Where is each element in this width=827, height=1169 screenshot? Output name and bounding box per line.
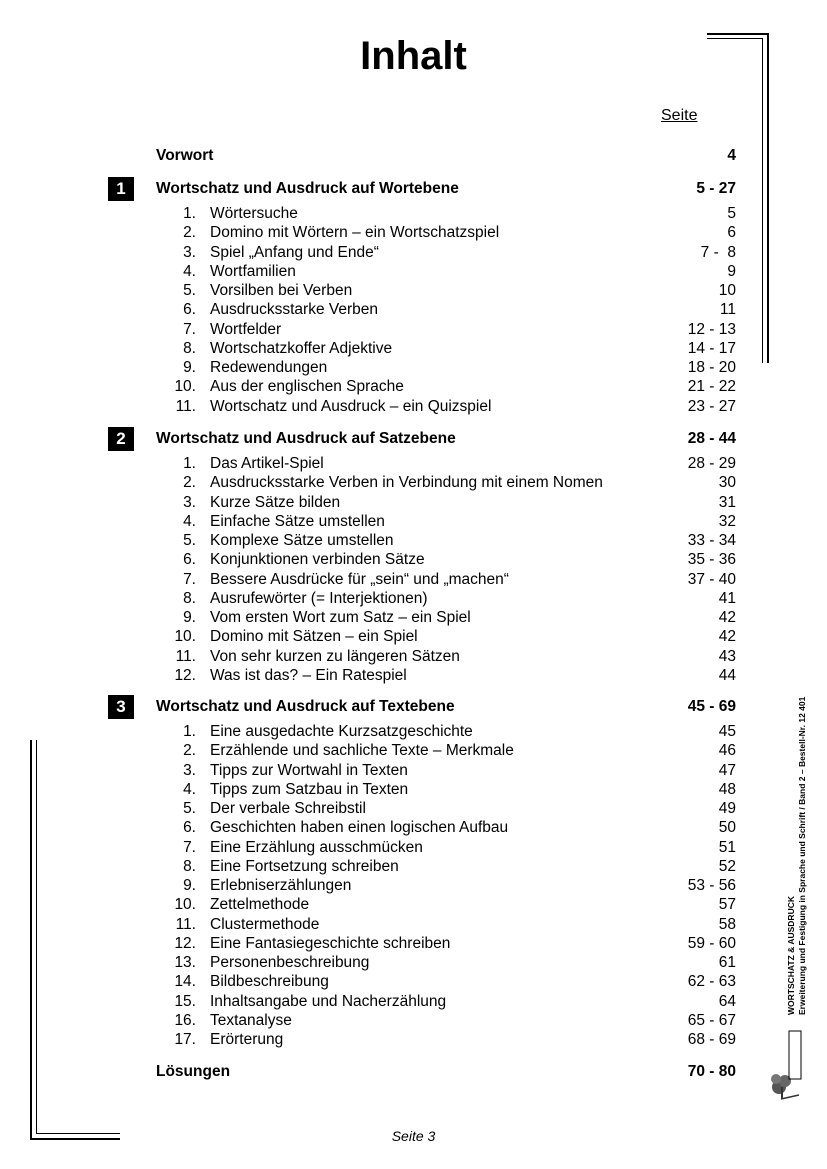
item-pages: 53 - 56	[687, 877, 736, 894]
item-pages: 65 - 67	[687, 1012, 736, 1029]
item-number: 10.	[174, 628, 196, 645]
item-pages: 50	[718, 819, 736, 836]
item-title: Inhaltsangabe und Nacherzählung	[210, 993, 447, 1010]
toc-entry	[0, 1030, 827, 1050]
item-pages: 49	[718, 800, 736, 817]
item-title: Der verbale Schreibstil	[210, 800, 366, 817]
item-number: 6.	[183, 551, 196, 568]
toc-entry	[0, 608, 827, 628]
toc-entry	[0, 339, 827, 359]
item-number: 9.	[183, 877, 196, 894]
item-title: Eine Erzählung ausschmücken	[210, 839, 423, 856]
item-number: 1.	[183, 205, 196, 222]
item-pages: 37 - 40	[687, 571, 736, 588]
item-title: Was ist das? – Ein Ratespiel	[210, 667, 407, 684]
item-number: 1.	[183, 723, 196, 740]
toc-entry	[0, 358, 827, 378]
item-number: 15.	[174, 993, 196, 1010]
item-title: Tipps zur Wortwahl in Texten	[210, 762, 408, 779]
item-number: 5.	[183, 800, 196, 817]
toc-entry	[0, 1011, 827, 1031]
page-title: Inhalt	[360, 34, 467, 78]
item-title: Komplexe Sätze umstellen	[210, 532, 394, 549]
item-number: 13.	[174, 954, 196, 971]
toc-entry	[0, 895, 827, 915]
item-pages: 45	[718, 723, 736, 740]
item-pages: 30	[718, 474, 736, 491]
toc-entry	[0, 857, 827, 877]
toc-entry-vorwort	[0, 146, 827, 166]
item-number: 12.	[174, 935, 196, 952]
item-number: 7.	[183, 571, 196, 588]
item-number: 9.	[183, 359, 196, 376]
page-footer: Seite 3	[391, 1128, 436, 1144]
side-series-subtitle: Erweiterung und Festigung in Sprache und Schrift / Band 2 – Bestell-Nr. 12 401	[797, 696, 807, 1015]
item-number: 5.	[183, 532, 196, 549]
item-pages: 47	[718, 762, 736, 779]
item-number: 11.	[175, 648, 196, 665]
item-number: 7.	[183, 321, 196, 338]
toc-entry	[0, 320, 827, 340]
item-pages: 58	[718, 916, 736, 933]
item-number: 3.	[183, 494, 196, 511]
item-number: 4.	[183, 263, 196, 280]
toc-entry	[0, 953, 827, 973]
chapter-number-badge: 2	[108, 427, 134, 451]
item-title: Erörterung	[210, 1031, 284, 1048]
item-pages: 7 - 8	[700, 244, 736, 261]
toc-entry	[0, 262, 827, 282]
item-pages: 62 - 63	[687, 973, 736, 990]
toc-entry	[0, 627, 827, 647]
item-title: Domino mit Sätzen – ein Spiel	[210, 628, 418, 645]
item-number: 2.	[183, 742, 196, 759]
toc-entry	[0, 223, 827, 243]
item-pages: 28 - 44	[687, 430, 736, 447]
item-pages: 35 - 36	[687, 551, 736, 568]
toc-entry	[0, 992, 827, 1012]
item-pages: 51	[718, 839, 736, 856]
toc-entry	[0, 780, 827, 800]
toc-entry	[0, 300, 827, 320]
toc-entry	[0, 204, 827, 224]
item-title: Einfache Sätze umstellen	[210, 513, 385, 530]
toc-entry	[0, 531, 827, 551]
item-number: 10.	[174, 896, 196, 913]
toc-entry	[0, 799, 827, 819]
item-pages: 42	[718, 628, 736, 645]
item-pages: 5	[727, 205, 736, 222]
toc-chapter-heading	[0, 697, 827, 717]
item-title: Wortschatz und Ausdruck – ein Quizspiel	[210, 398, 492, 415]
item-title: Wortschatz und Ausdruck auf Satzebene	[156, 430, 456, 447]
item-title: Eine Fortsetzung schreiben	[210, 858, 399, 875]
item-title: Erlebniserzählungen	[210, 877, 352, 894]
toc-entry	[0, 473, 827, 493]
toc-entry	[0, 647, 827, 667]
item-title: Wortschatz und Ausdruck auf Textebene	[156, 698, 455, 715]
chapter-number-badge: 1	[108, 177, 134, 201]
toc-entry	[0, 589, 827, 609]
toc-entry	[0, 570, 827, 590]
item-pages: 28 - 29	[687, 455, 736, 472]
toc-entry	[0, 934, 827, 954]
item-title: Textanalyse	[210, 1012, 292, 1029]
item-title: Konjunktionen verbinden Sätze	[210, 551, 425, 568]
item-number: 8.	[183, 858, 196, 875]
toc-entry	[0, 281, 827, 301]
toc-entry	[0, 722, 827, 742]
item-pages: 57	[718, 896, 736, 913]
item-title: Von sehr kurzen zu längeren Sätzen	[210, 648, 460, 665]
item-pages: 21 - 22	[687, 378, 736, 395]
item-title: Eine ausgedachte Kurzsatzgeschichte	[210, 723, 473, 740]
item-title: Vom ersten Wort zum Satz – ein Spiel	[210, 609, 471, 626]
item-pages: 4	[727, 147, 736, 164]
item-title: Personenbeschreibung	[210, 954, 370, 971]
item-title: Wortfamilien	[210, 263, 296, 280]
item-title: Domino mit Wörtern – ein Wortschatzspiel	[210, 224, 500, 241]
item-pages: 43	[718, 648, 736, 665]
item-title: Ausdrucksstarke Verben	[210, 301, 379, 318]
item-number: 7.	[183, 839, 196, 856]
item-title: Wortschatz und Ausdruck auf Wortebene	[156, 180, 459, 197]
item-pages: 12 - 13	[687, 321, 736, 338]
item-number: 14.	[174, 973, 196, 990]
item-title: Zettelmethode	[210, 896, 310, 913]
item-pages: 70 - 80	[687, 1063, 736, 1080]
item-number: 3.	[183, 762, 196, 779]
toc-entry	[0, 493, 827, 513]
item-title: Bessere Ausdrücke für „sein“ und „machen“	[210, 571, 509, 588]
side-publication-info	[786, 697, 808, 1015]
item-title: Clustermethode	[210, 916, 320, 933]
toc-entry	[0, 512, 827, 532]
item-title: Wortschatzkoffer Adjektive	[210, 340, 393, 357]
toc-chapter-heading	[0, 179, 827, 199]
item-pages: 14 - 17	[687, 340, 736, 357]
item-number: 4.	[183, 513, 196, 530]
item-pages: 9	[727, 263, 736, 280]
side-series-title: WORTSCHATZ & AUSDRUCK	[786, 896, 796, 1015]
item-number: 12.	[174, 667, 196, 684]
toc-entry	[0, 741, 827, 761]
item-title: Das Artikel-Spiel	[210, 455, 324, 472]
item-title: Aus der englischen Sprache	[210, 378, 404, 395]
item-number: 10.	[174, 378, 196, 395]
item-pages: 10	[718, 282, 736, 299]
toc-entry	[0, 243, 827, 263]
item-pages: 64	[718, 993, 736, 1010]
toc-entry-loesungen	[0, 1062, 827, 1082]
item-pages: 48	[718, 781, 736, 798]
item-number: 9.	[183, 609, 196, 626]
toc-entry	[0, 550, 827, 570]
page-column-header: Seite	[661, 107, 698, 124]
toc-entry	[0, 838, 827, 858]
toc-entry	[0, 761, 827, 781]
item-number: 11.	[175, 398, 196, 415]
item-title: Wörtersuche	[210, 205, 298, 222]
item-pages: 61	[718, 954, 736, 971]
item-number: 2.	[183, 224, 196, 241]
item-pages: 5 - 27	[696, 180, 736, 197]
item-pages: 45 - 69	[687, 698, 736, 715]
item-pages: 18 - 20	[687, 359, 736, 376]
item-title: Redewendungen	[210, 359, 328, 376]
item-title: Geschichten haben einen logischen Aufbau	[210, 819, 509, 836]
item-title: Ausdrucksstarke Verben in Verbindung mit einem Nomen	[210, 474, 603, 491]
item-number: 6.	[183, 819, 196, 836]
toc-entry	[0, 876, 827, 896]
toc-entry	[0, 454, 827, 474]
item-number: 8.	[183, 590, 196, 607]
item-pages: 32	[718, 513, 736, 530]
item-pages: 6	[727, 224, 736, 241]
item-pages: 31	[718, 494, 736, 511]
item-pages: 44	[718, 667, 736, 684]
item-title: Ausrufewörter (= Interjektionen)	[210, 590, 428, 607]
chapter-number-badge: 3	[108, 695, 134, 719]
item-pages: 59 - 60	[687, 935, 736, 952]
item-title: Eine Fantasiegeschichte schreiben	[210, 935, 451, 952]
item-number: 6.	[183, 301, 196, 318]
item-pages: 23 - 27	[687, 398, 736, 415]
item-pages: 11	[719, 301, 736, 318]
toc-chapter-heading	[0, 429, 827, 449]
item-pages: 33 - 34	[687, 532, 736, 549]
item-pages: 52	[718, 858, 736, 875]
publisher-logo	[769, 1025, 809, 1110]
toc-entry	[0, 397, 827, 417]
toc-entry	[0, 666, 827, 686]
item-pages: 41	[718, 590, 736, 607]
item-number: 11.	[175, 916, 196, 933]
item-title: Vorwort	[156, 147, 214, 164]
item-number: 16.	[174, 1012, 196, 1029]
item-number: 1.	[183, 455, 196, 472]
toc-entry	[0, 972, 827, 992]
item-title: Kurze Sätze bilden	[210, 494, 341, 511]
item-title: Lösungen	[156, 1063, 231, 1080]
toc-entry	[0, 818, 827, 838]
item-number: 4.	[183, 781, 196, 798]
item-number: 3.	[183, 244, 196, 261]
item-title: Vorsilben bei Verben	[210, 282, 353, 299]
toc-entry	[0, 915, 827, 935]
toc-entry	[0, 377, 827, 397]
item-title: Erzählende und sachliche Texte – Merkmale	[210, 742, 514, 759]
item-number: 2.	[183, 474, 196, 491]
item-number: 8.	[183, 340, 196, 357]
item-number: 17.	[174, 1031, 196, 1048]
item-title: Tipps zum Satzbau in Texten	[210, 781, 409, 798]
item-pages: 68 - 69	[687, 1031, 736, 1048]
item-number: 5.	[183, 282, 196, 299]
item-pages: 42	[718, 609, 736, 626]
item-pages: 46	[718, 742, 736, 759]
item-title: Wortfelder	[210, 321, 282, 338]
item-title: Spiel „Anfang und Ende“	[210, 244, 379, 261]
item-title: Bildbeschreibung	[210, 973, 329, 990]
